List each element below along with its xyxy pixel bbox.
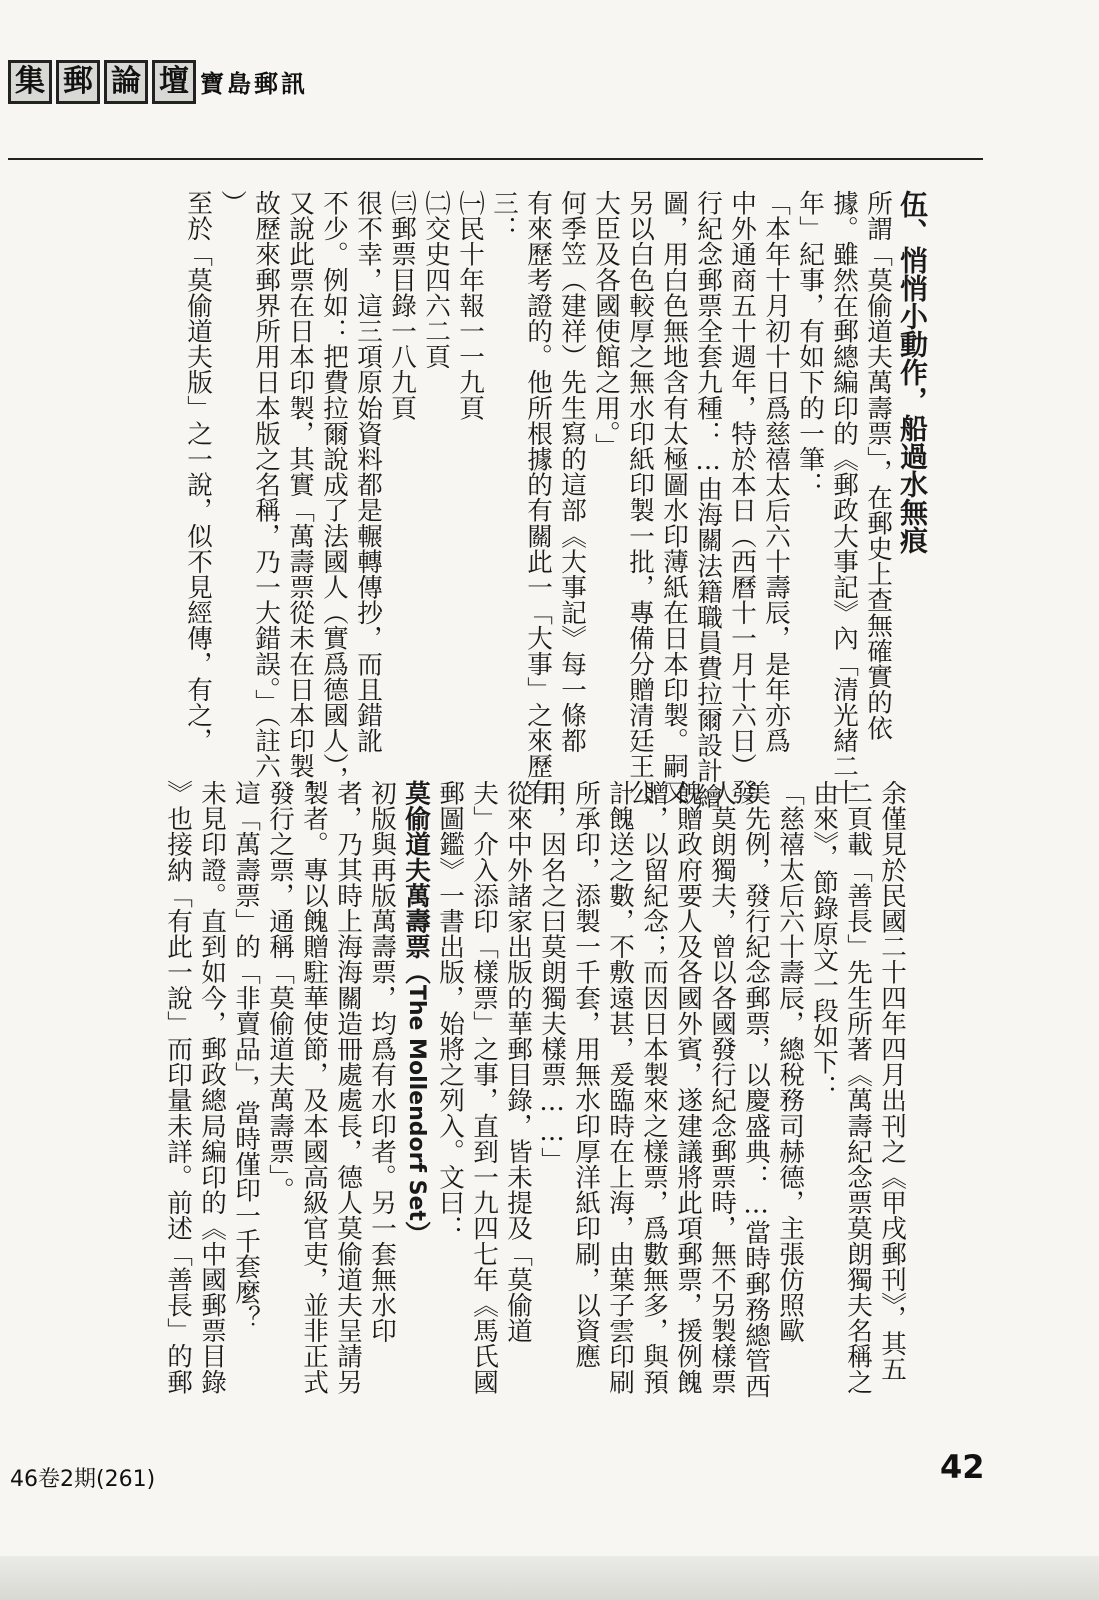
section-heading: 伍、悄悄小動作，船過水無痕 <box>896 190 929 554</box>
column-title-char: 論 <box>104 60 148 104</box>
text-line: 故歷來郵界所用日本版之名稱，乃一大錯誤。」（註六 <box>251 190 281 779</box>
text-line: 未見印證。直到如今，郵政總局編印的《中國郵票目錄 <box>197 780 227 1395</box>
text-line: 夫」介入添印「樣票」之事，直到一九四七年《馬氏國 <box>469 780 499 1395</box>
scan-edge <box>0 1556 1099 1600</box>
subheading-close: ） <box>401 1220 431 1247</box>
section-header <box>0 60 1099 120</box>
list-item: ㈢郵票目錄一八九頁 <box>387 190 417 421</box>
text-line: 所承印，添製一千套，用無水印厚洋紙印刷，以資應 <box>571 780 601 1369</box>
text-line: 「慈禧太后六十壽辰，總稅務司赫德，主張仿照歐 <box>775 780 805 1344</box>
text-line: 者，乃其時上海海關造冊處處長，德人莫偷道夫呈請另 <box>333 780 363 1395</box>
column-title-boxes <box>8 60 196 104</box>
text-line: 所謂「莫偷道夫萬壽票」，在郵史上查無確實的依 <box>863 190 893 741</box>
quoted-subheading <box>399 780 433 1420</box>
text-line: 由來》，節錄原文一段如下： <box>809 780 839 1100</box>
text-line: ） <box>217 190 247 216</box>
text-line: 計餽送之數，不敷遠甚，爰臨時在上海，由葉子雲印刷 <box>605 780 635 1395</box>
list-item: ㈠民十年報一一九頁 <box>455 190 485 421</box>
column-title-char: 壇 <box>152 60 196 104</box>
text-line: 中外通商五十週年，特於本日（西曆十一月十六日）發 <box>727 190 757 805</box>
text-line: 從來中外諸家出版的華郵目錄，皆未提及「莫偷道 <box>503 780 533 1344</box>
text-line: 美先例，發行紀念郵票，以慶盛典：…當時郵務總管西 <box>741 780 771 1399</box>
text-line: 三： <box>489 190 519 242</box>
lower-text-block <box>149 780 909 1420</box>
column-title-char: 集 <box>8 60 52 104</box>
text-line: 很不幸，這三項原始資料都是輾轉傳抄，而且錯訛 <box>353 190 383 754</box>
upper-text-block <box>149 190 929 809</box>
text-line: 初版與再版萬壽票，均爲有水印者。另一套無水印 <box>367 780 397 1344</box>
text-line: 行紀念郵票全套九種：…由海關法籍職員費拉爾設計繪 <box>693 190 723 809</box>
text-line: 年」紀事，有如下的一筆： <box>795 190 825 498</box>
text-line: 大臣及各國使館之用。」 <box>591 190 621 459</box>
journal-name: 寶島郵訊 <box>200 69 308 98</box>
text-line: 圖，用白色無地含有太極圖水印薄紙在日本印製。嗣又 <box>659 190 689 805</box>
column-title-char: 郵 <box>56 60 100 104</box>
text-line: 至於「莫偷道夫版」之一說，似不見經傳，有之， <box>183 190 213 754</box>
text-line: 另以白色較厚之無水印紙印製一批，專備分贈清廷王公 <box>625 190 655 805</box>
text-line: 何季笠（建祥）先生寫的這部《大事記》每一條都 <box>557 190 587 754</box>
subheading-latin: The Mollendorf Set <box>404 984 429 1221</box>
text-line: 又說此票在日本印製，其實「萬壽票從未在日本印製， <box>285 190 315 805</box>
text-line: 人莫朗獨夫，曾以各國發行紀念郵票時，無不另製樣票 <box>707 780 737 1395</box>
text-line: 贈，以留紀念；而因日本製來之樣票，爲數無多，與預 <box>639 780 669 1395</box>
text-line: 發行之票，通稱「莫偷道夫萬壽票」。 <box>265 780 295 1203</box>
header-divider <box>8 158 983 160</box>
subheading-title: 莫偷道夫萬壽票（ <box>401 780 431 985</box>
text-line: 餽贈政府要人及各國外賓，遂建議將此項郵票，援例餽 <box>673 780 703 1395</box>
text-line: 製者。專以餽贈駐華使節，及本國高級官吏，並非正式 <box>299 780 329 1395</box>
list-item: ㈡交史四六二頁 <box>421 190 451 370</box>
text-line: 有來歷考證的。他所根據的有關此一「大事」之來歷有 <box>523 190 553 805</box>
text-line: 不少。例如：把費拉爾說成了法國人（實爲德國人）， <box>319 190 349 792</box>
text-line: 二頁載「善長」先生所著《萬壽紀念票莫朗獨夫名稱之 <box>843 780 873 1395</box>
text-line: 用，因名之曰莫朗獨夫樣票……」 <box>537 780 567 1173</box>
text-line: 「本年十月初十日爲慈禧太后六十壽辰，是年亦爲 <box>761 190 791 754</box>
page-number: 42 <box>940 1448 985 1486</box>
text-line: 據。雖然在郵總編印的《郵政大事記》內「清光緒二十 <box>829 190 859 805</box>
text-line: 》也接納「有此一說」而印量未詳。前述「善長」的郵 <box>163 780 193 1395</box>
issue-label: 46卷2期(261) <box>10 1467 156 1492</box>
text-line: 余僅見於民國二十四年四月出刊之《甲戌郵刊》，其五 <box>877 780 907 1382</box>
text-line: 這「萬壽票」的「非賣品」，當時僅印一千套麼？ <box>231 780 261 1331</box>
text-line: 郵圖鑑》一書出版，始將之列入。文曰： <box>435 780 465 1241</box>
